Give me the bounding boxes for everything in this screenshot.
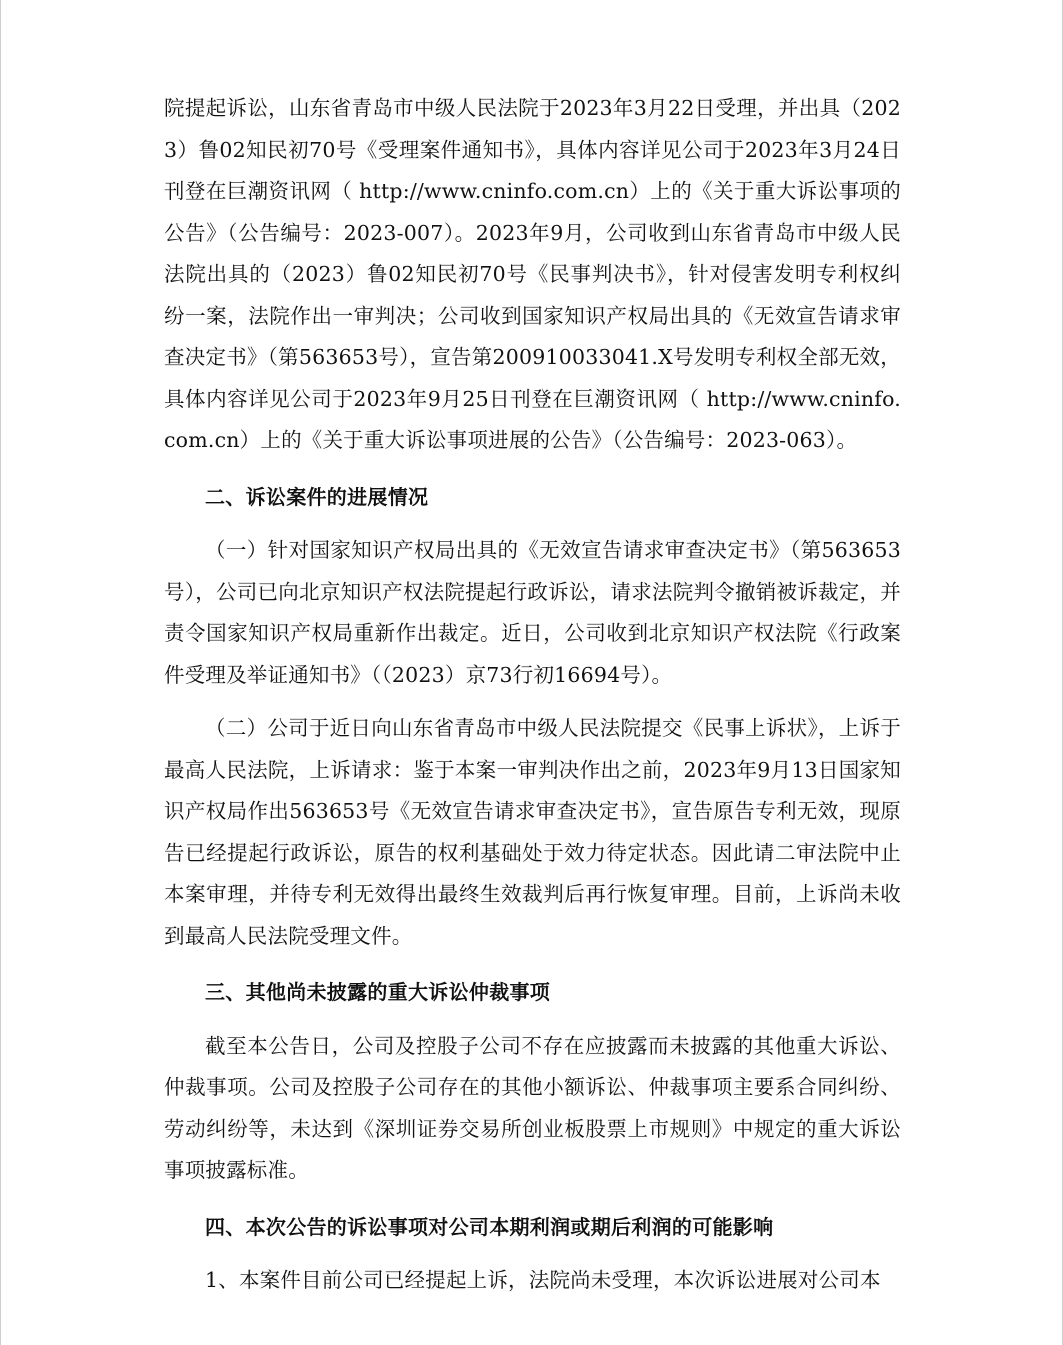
section-heading-profit-impact: 四、本次公告的诉讼事项对公司本期利润或期后利润的可能影响 [205,1214,774,1239]
paragraph-civil-appeal: （二）公司于近日向山东省青岛市中级人民法院提交《民事上诉状》，上诉于最高人民法院，上诉请求：鉴于本案一审判决作出之前，2023年9月13日国家知识产权局作出563653号《无效宣告请求审查决定书》，宣告原告专利无效，现原告已经提起行政诉讼，原告的权利基础处于效力待定状态。因此请二审法院中止本案审理，并待专利无效得出最终生效裁判后再行恢复审理。目前，上诉尚未收到最高人民法院受理文件。 [164,716,901,948]
paragraph-administrative-lawsuit: （一）针对国家知识产权局出具的《无效宣告请求审查决定书》（第563653号），公司已向北京知识产权法院提起行政诉讼，请求法院判令撤销被诉裁定，并责令国家知识产权局重新作出裁定。近日，公司收到北京知识产权法院《行政案件受理及举证通知书》（（2023）京73行初16694号）。 [164,538,901,687]
paragraph-other-litigation: 截至本公告日，公司及控股子公司不存在应披露而未披露的其他重大诉讼、仲裁事项。公司及控股子公司存在的其他小额诉讼、仲裁事项主要系合同纠纷、劳动纠纷等，未达到《深圳证券交易所创业板股票上市规则》中规定的重大诉讼事项披露标准。 [164,1033,901,1182]
section-heading-progress: 二、诉讼案件的进展情况 [205,484,429,509]
paragraph-profit-impact: 1、本案件目前公司已经提起上诉，法院尚未受理，本次诉讼进展对公司本 [205,1268,881,1292]
document-body [164,88,901,1302]
paragraph-case-background: 院提起诉讼，山东省青岛市中级人民法院于2023年3月22日受理，并出具（2023）鲁02知民初70号《受理案件通知书》，具体内容详见公司于2023年3月24日刊登在巨潮资讯网（ http://www.cninfo.com.cn）上的《关于重大诉讼事项的公告》（公告编号：2023-007）。2023年9月，公司收到山东省青岛市中级人民法院出具的（2023）鲁02知民初70号《民事判决书》，针对侵害发明专利权纠纷一案，法院作出一审判决；公司收到国家知识产权局出具的《无效宣告请求审查决定书》（第563653号），宣告第200910033041.X号发明专利权全部无效，具体内容详见公司于2023年9月25日刊登在巨潮资讯网（ http://www.cninfo.com.cn）上的《关于重大诉讼事项进展的公告》（公告编号：2023-063）。 [164,96,901,452]
section-heading-other-litigation: 三、其他尚未披露的重大诉讼仲裁事项 [205,980,551,1004]
